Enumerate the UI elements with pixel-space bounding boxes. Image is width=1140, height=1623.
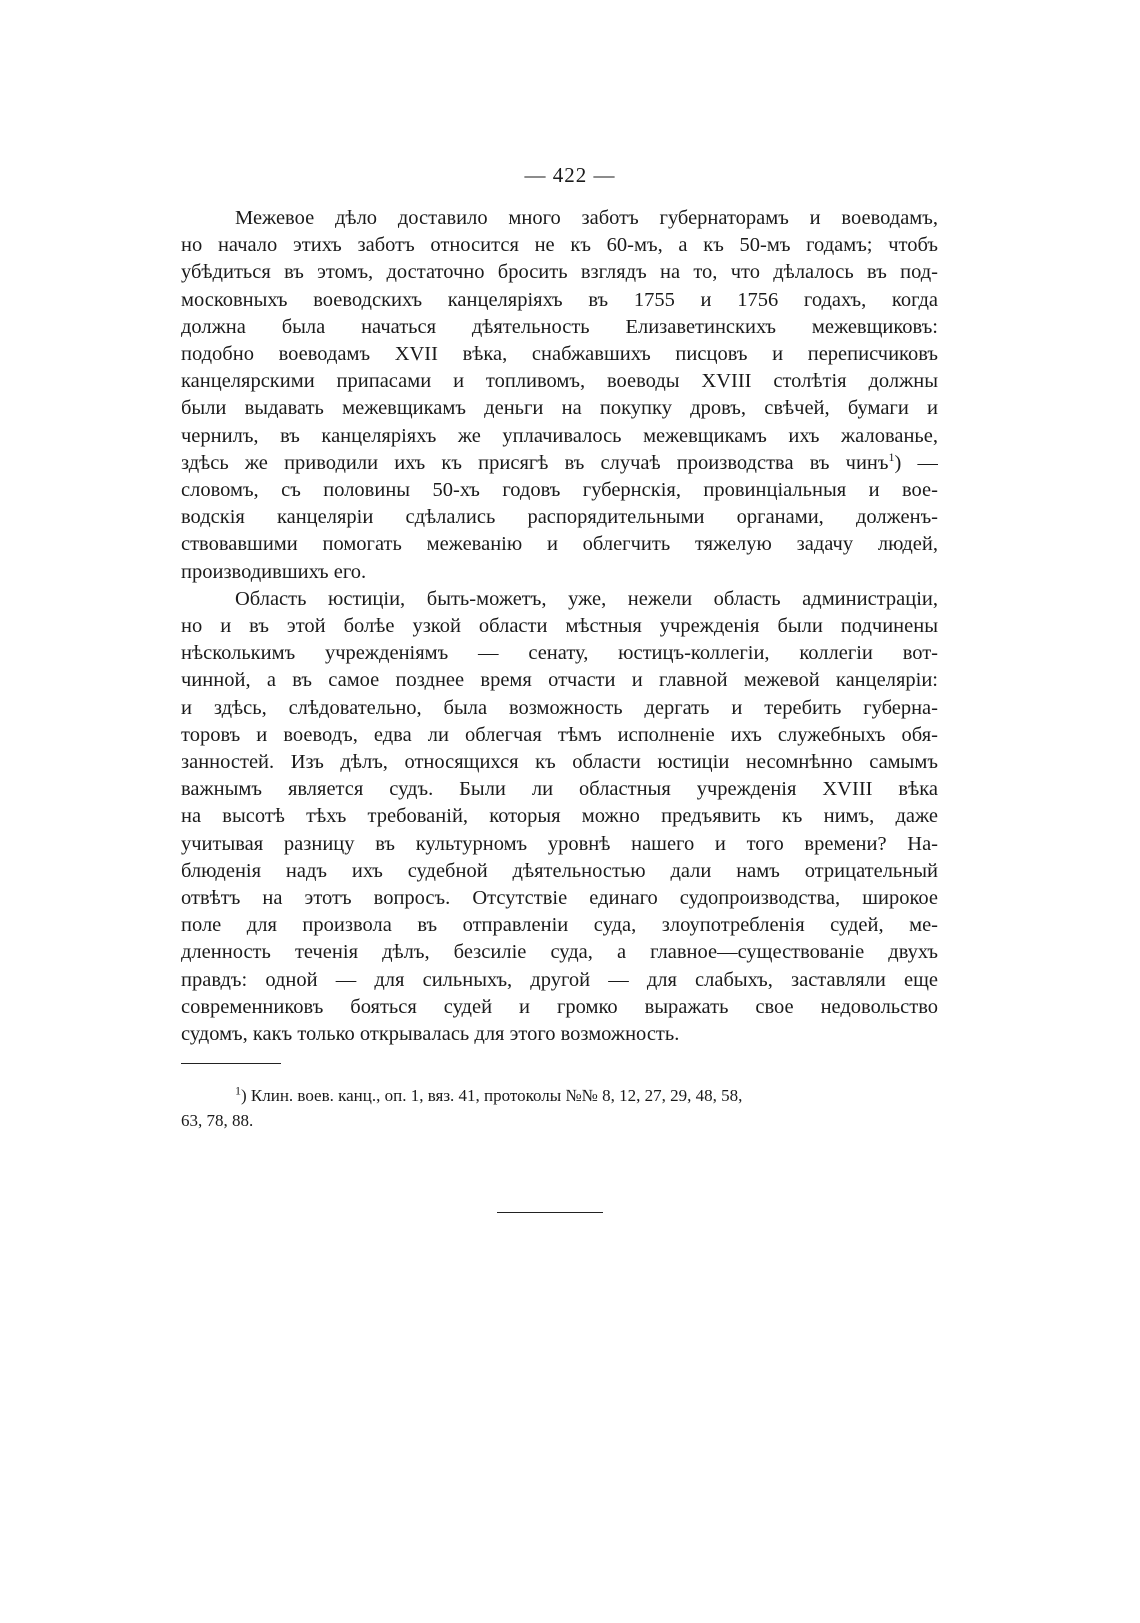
text-line: но начало этихъ заботъ относится не къ 60-мъ, а къ 50-мъ годамъ; чтобъ [181,234,938,257]
text-line: занностей. Изъ дѣлъ, относящихся къ области юстиціи несомнѣнно самымъ [181,751,938,774]
paragraph-2 [181,586,938,1048]
text-segment: здѣсь же приводили ихъ къ присягѣ въ случаѣ производства въ чинъ [181,451,889,474]
paragraph-1 [181,205,938,586]
text-line: отвѣтъ на этотъ вопросъ. Отсутствіе единаго судопроизводства, широкое [181,887,938,910]
footnote-text: ) Клин. воев. канц., оп. 1, вяз. 41, протоколы №№ 8, 12, 27, 29, 48, 58, [241,1086,743,1105]
page-number: — 422 — [524,163,616,187]
text-line: Межевое дѣло доставило много заботъ губернаторамъ и воеводамъ, [235,207,938,229]
text-line-with-footnote [181,450,938,477]
text-line: нѣсколькимъ учрежденіямъ — сенату, юстицъ-коллегіи, коллегіи вот- [181,642,938,665]
footnote-line: 63, 78, 88. [181,1111,254,1130]
text-line: производившихъ его. [181,560,367,583]
body-text [181,205,938,1048]
text-line: дленность теченія дѣлъ, безсиліе суда, а главное—существованіе двухъ [181,941,938,964]
footnotes [181,1083,938,1133]
end-divider [497,1212,603,1213]
text-line: но и въ этой болѣе узкой области мѣстныя учрежденія были подчинены [181,615,938,638]
text-line: ствовавшими помогать межеванію и облегчить тяжелую задачу людей, [181,533,938,556]
text-line: современниковъ бояться судей и громко выражать свое недовольство [181,995,938,1018]
text-line: важнымъ является судъ. Были ли областныя учрежденія XVIII вѣка [181,778,938,801]
text-line: и здѣсь, слѣдовательно, была возможность дергать и теребить губерна- [181,696,938,719]
text-line: поле для произвола въ отправленіи суда, злоупотребленія судей, ме- [181,914,938,937]
text-line: блюденія надъ ихъ судебной дѣятельностью дали намъ отрицательный [181,859,938,882]
text-line: правдъ: одной — для сильныхъ, другой — для слабыхъ, заставляли еще [181,968,938,991]
text-line: были выдавать межевщикамъ деньги на покупку дровъ, свѣчей, бумаги и [181,397,938,420]
text-line: учитывая разницу въ культурномъ уровнѣ нашего и того времени? На- [181,832,938,855]
text-line: Область юстиціи, быть-можетъ, уже, нежели область администраціи, [235,587,938,610]
footnote-divider [181,1063,281,1064]
footnote-line [181,1083,938,1108]
text-line: московныхъ воеводскихъ канцеляріяхъ въ 1755 и 1756 годахъ, когда [181,288,938,311]
text-segment: ) — [894,451,938,474]
text-line: подобно воеводамъ XVII вѣка, снабжавшихъ писцовъ и переписчиковъ [181,343,938,366]
text-line: чернилъ, въ канцеляріяхъ же уплачивалось межевщикамъ ихъ жалованье, [181,424,938,447]
text-line: чинной, а въ самое позднее время отчасти и главной межевой канцеляріи: [181,669,938,692]
text-line: канцелярскими припасами и топливомъ, воеводы XVIII столѣтія должны [181,370,938,393]
footnote-marker: 1 [235,1083,241,1098]
text-line: словомъ, съ половины 50-хъ годовъ губернскія, провинціальныя и вое- [181,479,938,502]
text-line: водскія канцеляріи сдѣлались распорядительными органами, долженъ- [181,506,938,529]
text-line: торовъ и воеводъ, едва ли облегчая тѣмъ исполненіе ихъ служебныхъ обя- [181,723,938,746]
text-line: на высотѣ тѣхъ требованій, которыя можно предъявить къ нимъ, даже [181,805,938,828]
text-line: должна была начаться дѣятельность Елизаветинскихъ межевщиковъ: [181,315,938,338]
text-line: судомъ, какъ только открывалась для этого возможность. [181,1023,680,1046]
text-line: убѣдиться въ этомъ, достаточно бросить взглядъ на то, что дѣлалось въ под- [181,261,938,284]
footnote-marker: 1 [888,450,895,464]
